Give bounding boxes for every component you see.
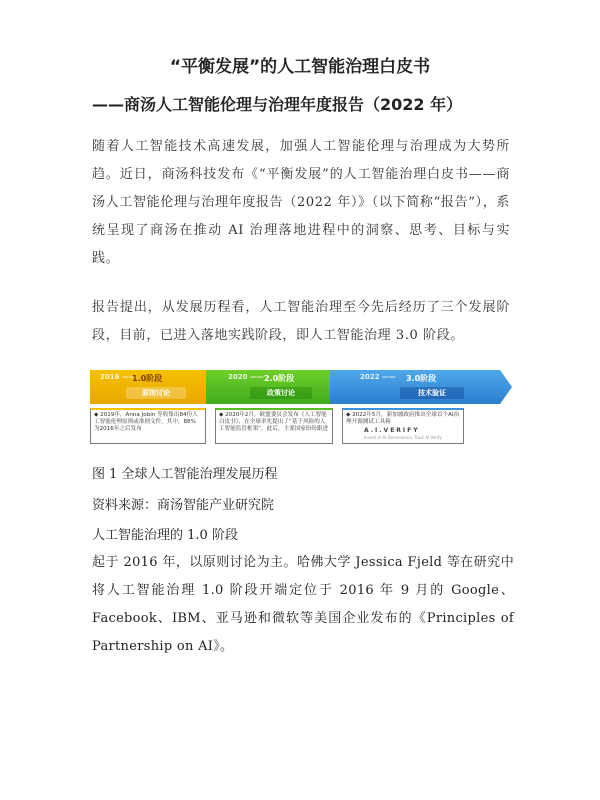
stage-3-year: 2022 —— [360, 373, 396, 381]
stage-2-label: 2.0阶段 [264, 374, 295, 383]
figure-caption: 图 1 全球人工智能治理发展历程 [92, 467, 278, 482]
document-title: “平衡发展”的人工智能治理白皮书 [169, 57, 431, 77]
stage-1 [90, 370, 220, 404]
stage-2-bar: 政策讨论 [250, 387, 312, 399]
stage-1-description: ◆ 2019年，Anna Jobin 等收集出84份人工智能伦理原则或准则文件，其中，88% 为2016年之后发布 [90, 408, 206, 444]
stage-3-description-box [342, 408, 464, 444]
stage-2 [206, 370, 346, 404]
stages-paragraph: 报告提出，从发展历程看，人工智能治理至今先后经历了三个发展阶段，目前，已进入落地实践阶段，即人工智能治理 3.0 阶段。 [92, 300, 510, 343]
stage-2-year: 2020 —— [228, 373, 264, 381]
governance-timeline-figure [90, 370, 512, 440]
ai-verify-logo-tagline: Invest in AI Governance, Trust AI Verify [364, 435, 442, 440]
stage-2-description: ◆ 2020年2月，欧盟委员会发布《人工智能白皮书》，在全球率先提出了“基于风险的人工智能监管框架”，此后，主要国家纷纷跟进 [215, 408, 333, 444]
stage-3 [330, 370, 512, 404]
document-subtitle: ——商汤人工智能伦理与治理年度报告（2022 年） [92, 95, 463, 114]
stage-3-bar: 技术验证 [400, 387, 464, 399]
section-heading: 人工智能治理的 1.0 阶段 [92, 528, 238, 543]
stage-3-label: 3.0阶段 [406, 374, 437, 383]
stage-1-bar: 原则讨论 [126, 387, 186, 399]
section-paragraph: 起于 2016 年，以原则讨论为主。哈佛大学 Jessica Fjeld 等在研究中将人工智能治理 1.0 阶段开端定位于 2016 年 9 月的 Google、Facebook、IBM、亚马逊和微软等美国企业发布的《Principles of Partnership on AI》。 [92, 555, 514, 654]
figure-source: 资料来源：商汤智能产业研究院 [92, 498, 275, 513]
stage-3-description: ◆ 2022年5月，新加坡政府推出全球首个AI治理开源测试工具箱 [346, 412, 460, 425]
ai-verify-logo: A.I.VERIFY [364, 427, 420, 434]
stage-1-label: 1.0阶段 [132, 374, 163, 383]
intro-paragraph: 随着人工智能技术高速发展，加强人工智能伦理与治理成为大势所趋。近日，商汤科技发布《“平衡发展”的人工智能治理白皮书——商汤人工智能伦理与治理年度报告（2022 年）》（以下简称“报告”），系统呈现了商汤在推动 AI 治理落地进程中的洞察、思考、目标与实践。 [92, 139, 510, 266]
stage-1-year: 2016 —— [100, 373, 136, 381]
